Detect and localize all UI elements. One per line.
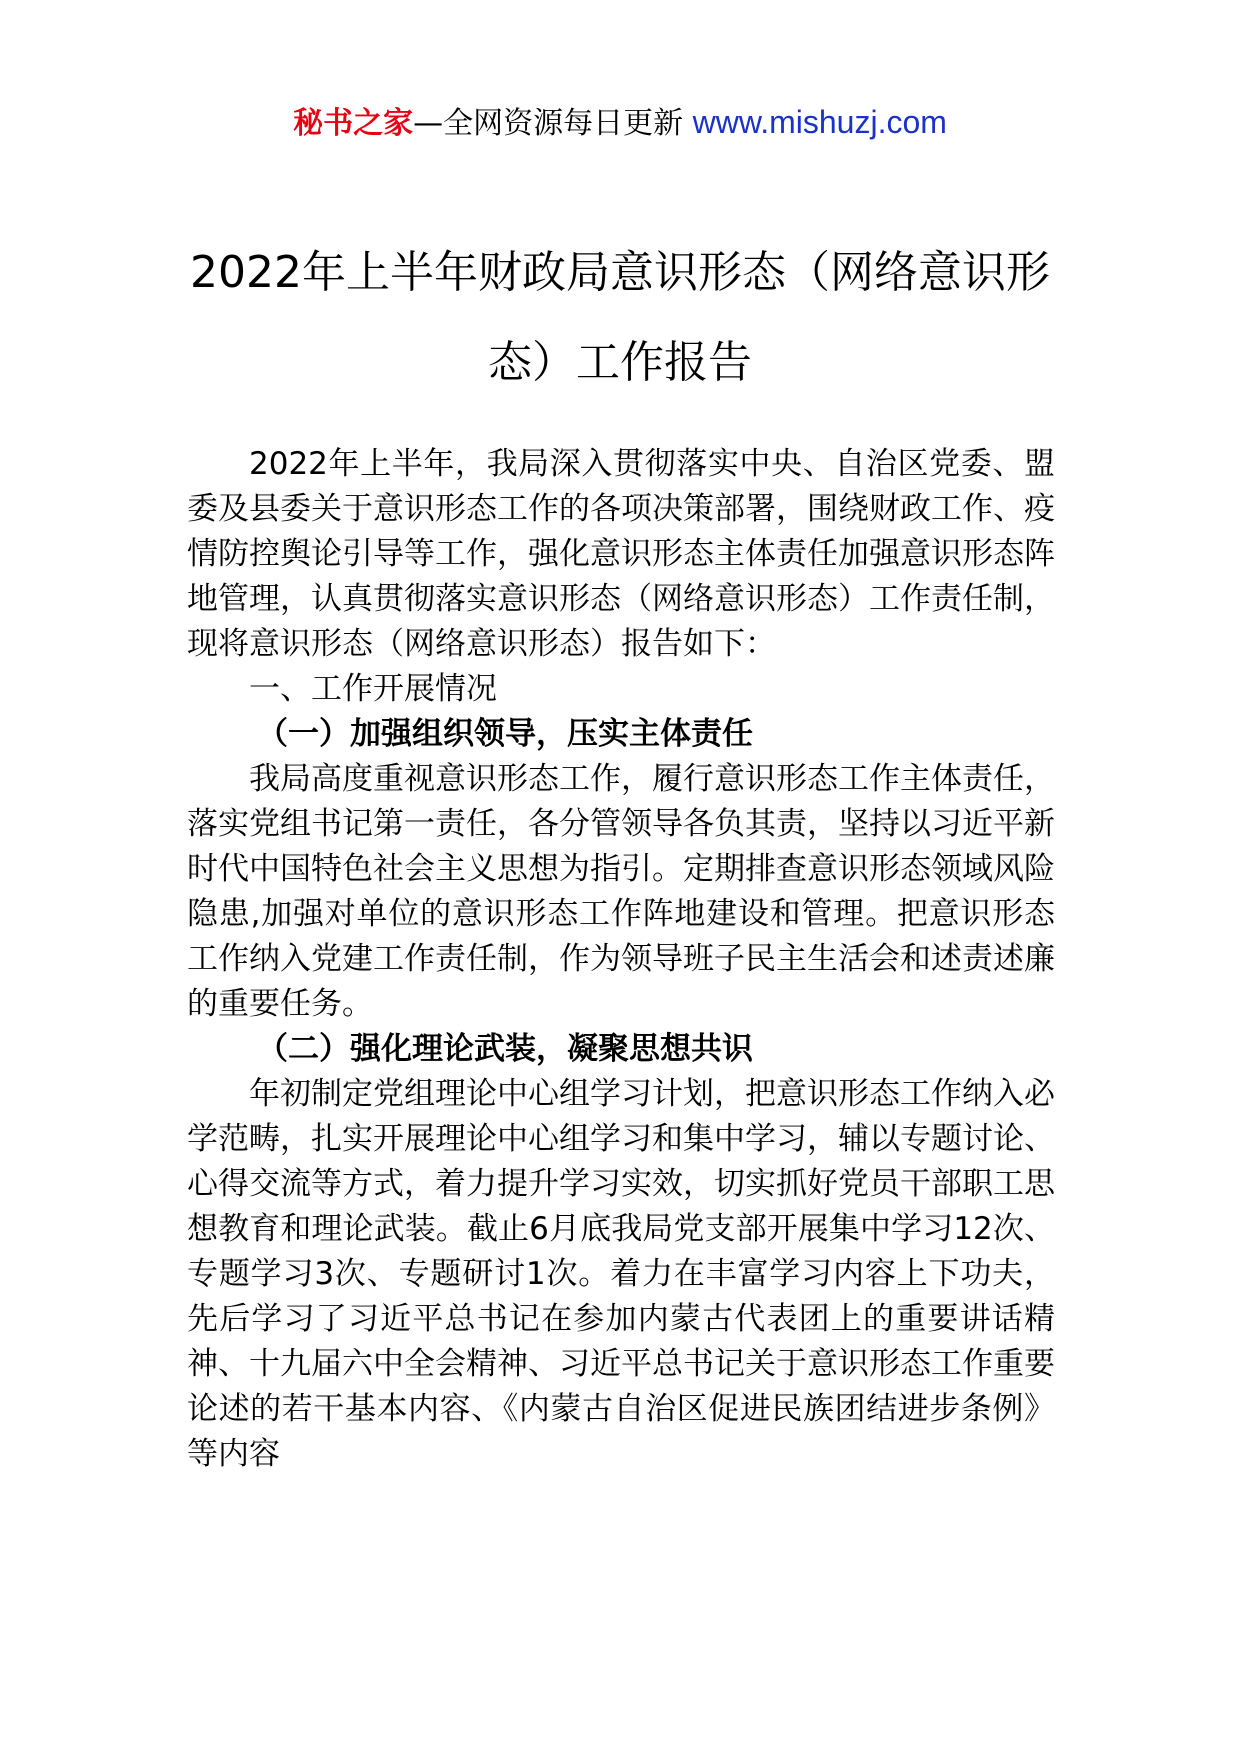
section-heading-work-progress: 一、工作开展情况 — [249, 671, 497, 707]
subsection-body-organization: 我局高度重视意识形态工作，履行意识形态工作主体责任，落实党组书记第一责任，各分管领导各负其责，坚持以习近平新时代中国特色社会主义思想为指引。定期排查意识形态领域风险隐患,加强对单位的意识形态工作阵地建设和管理。把意识形态工作纳入党建工作责任制，作为领导班子民主生活会和述责述廉的重要任务。 — [187, 761, 1055, 1022]
site-header — [0, 102, 1240, 144]
subsection-heading-organization: （一）加强组织领导，压实主体责任 — [257, 716, 753, 752]
subsection-body-theory: 年初制定党组理论中心组学习计划，把意识形态工作纳入必学范畴，扎实开展理论中心组学习和集中学习，辅以专题讨论、心得交流等方式，着力提升学习实效，切实抓好党员干部职工思想教育和理论武装。截止6月底我局党支部开展集中学习12次、专题学习3次、专题研讨1次。着力在丰富学习内容上下功夫，先后学习了习近平总书记在参加内蒙古代表团上的重要讲话精神、十九届六中全会精神、习近平总书记关于意识形态工作重要论述的若干基本内容、《内蒙古自治区促进民族团结进步条例》等内容 — [187, 1076, 1055, 1472]
document-body — [187, 442, 1055, 1477]
site-brand: 秘书之家 — [293, 106, 414, 141]
subsection-heading-theory: （二）强化理论武装，凝聚思想共识 — [257, 1031, 753, 1067]
document-title: 2022年上半年财政局意识形态（网络意识形态）工作报告 — [190, 247, 1050, 388]
intro-paragraph: 2022年上半年，我局深入贯彻落实中央、自治区党委、盟委及县委关于意识形态工作的各项决策部署，围绕财政工作、疫情防控舆论引导等工作，强化意识形态主体责任加强意识形态阵地管理，认真贯彻落实意识形态（网络意识形态）工作责任制，现将意识形态（网络意识形态）报告如下： — [187, 446, 1055, 662]
site-url-link[interactable]: www.mishuzj.com — [692, 104, 947, 140]
site-tagline: —全网资源每日更新 — [413, 106, 693, 141]
